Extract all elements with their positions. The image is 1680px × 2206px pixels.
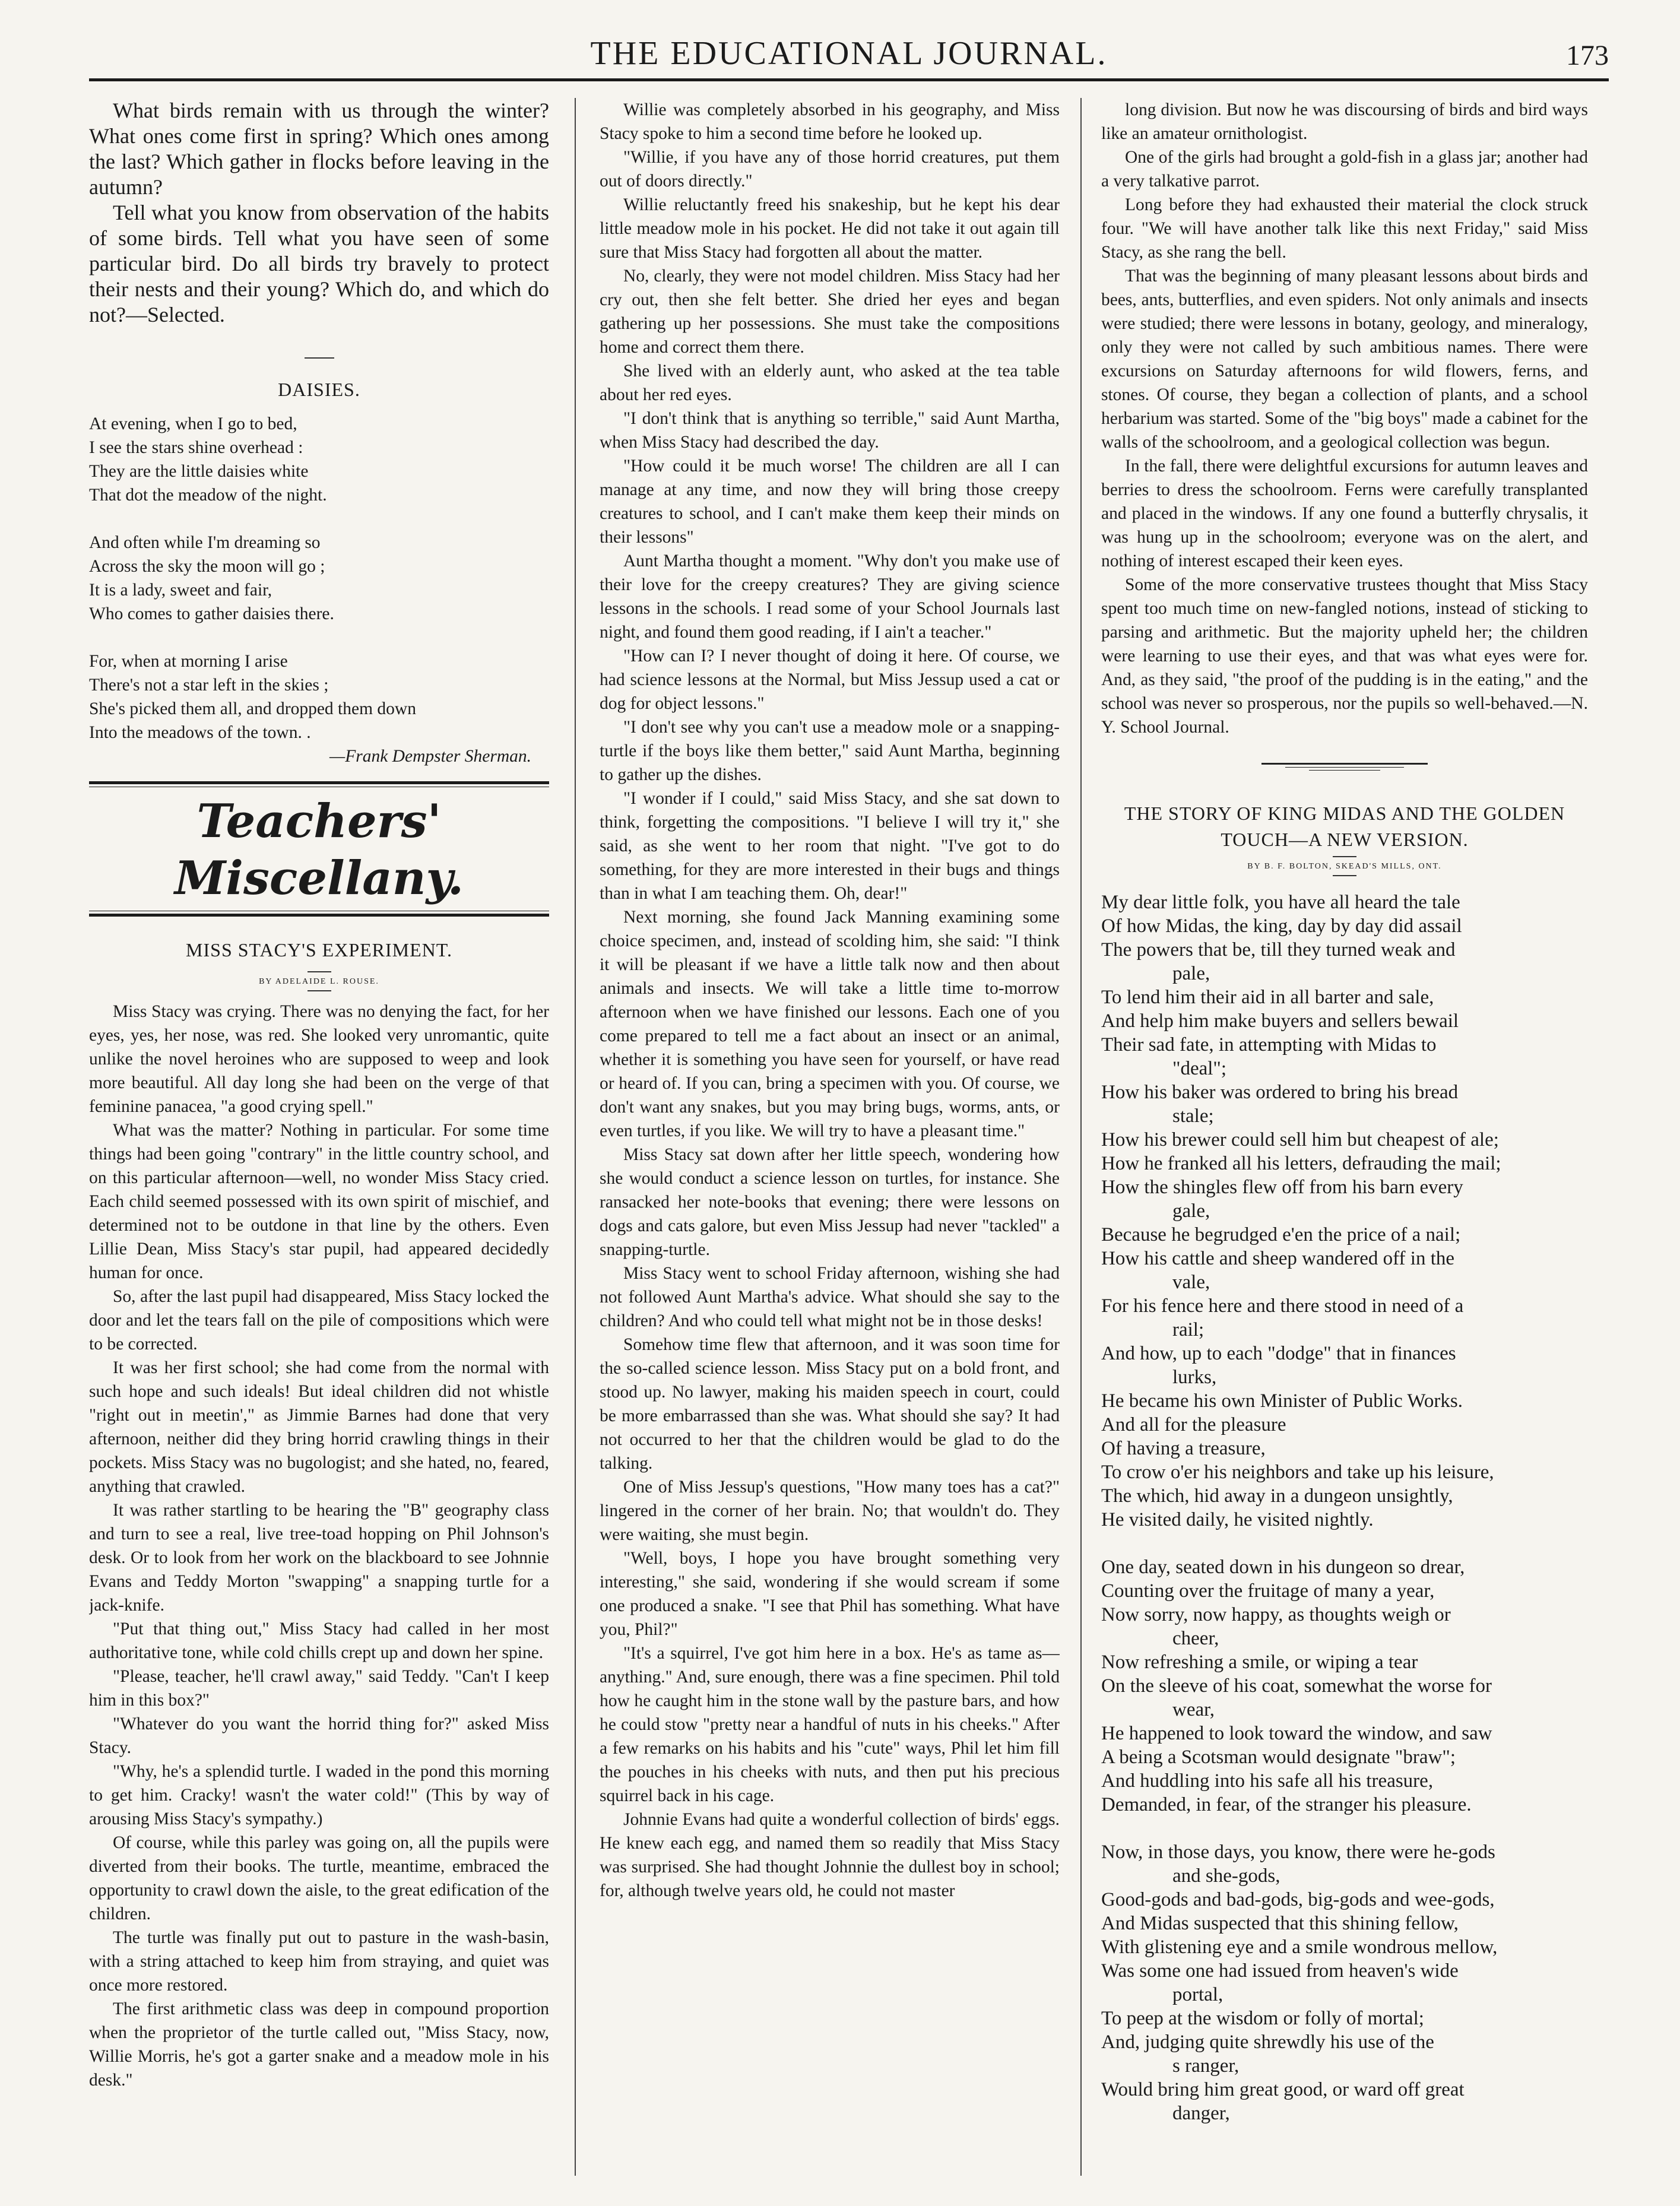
paragraph: The first arithmetic class was deep in compound proportion when the proprietor of the turtle called out, "Miss Stacy, now, Willie Morris, he's got a garter snake and a meadow mole in his desk." [89,1999,549,2090]
poem-line: Who comes to gather daisies there. [89,604,334,623]
paragraph: It was rather startling to be hearing the "B" geography class and turn to see a real, live tree-toad hopping on Phil Johnson's desk. Or to look from her work on the blackboard to see Johnnie Evans and Teddy Morton "swapping" a snapping turtle for a jack-knife. [89,1501,549,1615]
paragraph: What birds remain with us through the winter? What ones come first in spring? Which ones among the last? Which gather in flocks before leaving in the autumn? [89,99,549,199]
paragraph: It was her first school; she had come from the normal with such hope and such ideals! But ideal children did not whistle "right out in meetin'," as Jimmie Barnes had done that very afternoon, neither did they bring horrid crawling things in their pockets. Miss Stacy was no bugologist; and she hated, no, feared, anything that crawled. [89,1358,549,1496]
poem-line: And how, up to each "dodge" that in finances [1101,1343,1456,1364]
poem-line: On the sleeve of his coat, somewhat the worse for [1101,1675,1492,1697]
poem-line: wear, [1172,1699,1215,1720]
poem-line: Of having a treasure, [1101,1438,1266,1459]
divider [1333,875,1356,876]
paragraph: "I don't see why you can't use a meadow mole or a snapping-turtle if the boys like them better," said Aunt Martha, beginning to gather up the dishes. [600,718,1060,784]
poem-line: I see the stars shine overhead : [89,438,303,457]
paragraph: Willie reluctantly freed his snakeship, but he kept his dear little meadow mole in his pocket. He did not take it out again till sure that Miss Stacy had forgotten all about the matter. [600,195,1060,262]
daisies-poem [89,412,549,744]
paragraph: Tell what you know from observation of the habits of some birds. Tell what you have seen of some particular bird. Do all birds try bravely to protect their nests and their young? Which do, and which do not?—Selected. [89,201,549,327]
paragraph: Somehow time flew that afternoon, and it was soon time for the so-called science lesson. Miss Stacy put on a bold front, and stood up. No lawyer, making his maiden speech in court, could be more embarrassed than she was. What should she say? It had not occurred to her that the children would be glad to do the talking. [600,1335,1060,1473]
poem-line: It is a lady, sweet and fair, [89,581,272,600]
column-divider [575,98,576,2176]
poem-line: And often while I'm dreaming so [89,533,321,552]
poem-line: He happened to look toward the window, and saw [1101,1723,1492,1744]
poem-line: For, when at morning I arise [89,652,288,671]
poem-line: How his cattle and sheep wandered off in the [1101,1248,1455,1269]
paragraph: "Why, he's a splendid turtle. I waded in the pond this morning to get him. Cracky! wasn't the water cold!" (This by way of arousing Miss Stacy's sympathy.) [89,1762,549,1828]
poem-line: s ranger, [1172,2055,1240,2077]
paragraph: Some of the more conservative trustees thought that Miss Stacy spent too much time on new-fangled notions, instead of sticking to parsing and arithmetic. But the majority upheld her; the children were learning to use their eyes, and that was what eyes were for. And, as they said, "the proof of the pudding is in the eating," and the school was never so prosperous, nor the pupils so well-behaved.—N. Y. School Journal. [1101,575,1588,737]
poem-line: At evening, when I go to bed, [89,414,297,433]
paragraph: "How can I? I never thought of doing it here. Of course, we had science lessons at the Normal, but Miss Jessup used a cat or dog for object lessons." [600,646,1060,713]
poem-line: pale, [1172,963,1210,984]
divider [308,971,331,972]
midas-poem [1101,890,1588,2125]
page-number: 173 [1566,40,1609,71]
paragraph: long division. But now he was discoursing of birds and bird ways like an amateur ornithologist. [1101,100,1588,143]
paragraph: Of course, while this parley was going on, all the pupils were diverted from their books. The turtle, meantime, embraced the opportunity to crawl down the aisle, to the great edification of the children. [89,1833,549,1923]
column-left [89,98,549,2188]
poem-line: And Midas suspected that this shining fellow, [1101,1913,1459,1934]
poem-line: Demanded, in fear, of the stranger his pleasure. [1101,1794,1472,1815]
section-heading: Teachers' Miscellany. [174,794,464,905]
paragraph: No, clearly, they were not model children. Miss Stacy had her cry out, then she felt better. She dried her eyes and began gathering up her possessions. She must take the compositions home and correct them there. [600,267,1060,357]
story-byline: BY ADELAIDE L. ROUSE. [259,977,379,986]
poem-line: Now refreshing a smile, or wiping a tear [1101,1652,1418,1673]
poem-byline: BY B. F. BOLTON, SKEAD'S MILLS, ONT. [1247,862,1442,871]
poem-line: He became his own Minister of Public Works. [1101,1390,1463,1412]
paragraph: She lived with an elderly aunt, who asked at the tea table about her red eyes. [600,362,1060,404]
paragraph: "Willie, if you have any of those horrid creatures, put them out of doors directly." [600,148,1060,191]
divider [305,357,334,359]
poem-line: They are the little daisies white [89,462,309,481]
poem-line: stale; [1172,1105,1214,1127]
poem-line: The which, hid away in a dungeon unsightly, [1101,1485,1453,1507]
poem-line: Their sad fate, in attempting with Midas to [1101,1034,1437,1056]
paragraph: Next morning, she found Jack Manning examining some choice specimen, and, instead of scolding him, she said: "I think it will be pleasant if we have a little talk now and then about animals and insects. We will take a little time to-morrow afternoon when we have finished our lessons. Each one of you come prepared to tell me a fact about an insect or an animal, whether it is something you have seen for yourself, or have read or heard of. If you can, bring a specimen with you. Of course, we don't want any snakes, but you may bring bugs, worms, ants, or even turtles, if you like. We will try to have a pleasant time." [600,908,1060,1140]
paragraph: Long before they had exhausted their material the clock struck four. "We will have another talk like this next Friday," said Miss Stacy, as she rang the bell. [1101,195,1588,262]
poem-line: Across the sky the moon will go ; [89,557,325,576]
heavy-rule [89,914,549,917]
poem-line: "deal"; [1172,1058,1227,1079]
stanza-gap [1101,1532,1588,1555]
poem-line: Into the meadows of the town. . [89,723,311,742]
poem-line: To lend him their aid in all barter and sale, [1101,987,1434,1008]
paragraph: One of the girls had brought a gold-fish in a glass jar; another had a very talkative parrot. [1101,148,1588,191]
poem-author: —Frank Dempster Sherman. [329,747,531,766]
poem-line: The powers that be, till they turned weak and [1101,939,1456,961]
paragraph: "Please, teacher, he'll crawl away," said Teddy. "Can't I keep him in this box?" [89,1667,549,1710]
poem-line: One day, seated down in his dungeon so drear, [1101,1557,1465,1578]
column-middle [600,98,1060,2188]
poem-line: For his fence here and there stood in need of a [1101,1295,1464,1317]
poem-line: Would bring him great good, or ward off great [1101,2079,1465,2100]
paragraph: "How could it be much worse! The children are all I can manage at any time, and now they will bring those creepy creatures to school, and I can't make them keep their minds on their lessons" [600,457,1060,547]
paragraph: That was the beginning of many pleasant lessons about birds and bees, ants, butterflies, and even spiders. Not only animals and insects were studied; there were lessons in botany, geology, and mineralogy, only they were not called by such ambitious names. There were excursions on Saturday afternoons for wild flowers, ferns, and stones. Of course, they began a collection of plants, and a school herbarium was started. Some of the "big boys" made a cabinet for the walls of the schoolroom, and a geological collection was begun. [1101,267,1588,452]
poem-line: She's picked them all, and dropped them down [89,699,416,718]
story-body [89,1000,549,2092]
poem-line: Of how Midas, the king, day by day did assail [1101,915,1462,937]
poem-line: And help him make buyers and sellers bewail [1101,1010,1459,1032]
poem-line: and she-gods, [1172,1865,1280,1887]
paragraph: Johnnie Evans had quite a wonderful collection of birds' eggs. He knew each egg, and named them so readily that Miss Stacy was surprised. She had thought Johnnie the dullest boy in school; for, although twelve years old, he could not master [600,1810,1060,1900]
poem-line: portal, [1172,1984,1223,2005]
paragraph: Willie was completely absorbed in his geography, and Miss Stacy spoke to him a second time before he looked up. [600,100,1060,143]
poem-line: rail; [1172,1319,1204,1340]
poem-line: Good-gods and bad-gods, big-gods and wee-gods, [1101,1889,1495,1910]
poem-title: THE STORY OF KING MIDAS AND THE GOLDEN TOUCH—A NEW VERSION. [1124,803,1565,850]
poem-line: And huddling into his safe all his treasure, [1101,1770,1434,1792]
paragraph: "Whatever do you want the horrid thing for?" asked Miss Stacy. [89,1714,549,1757]
stanza-gap [89,507,549,531]
poem-line: With glistening eye and a smile wondrous mellow, [1101,1936,1498,1958]
stanza-gap [89,626,549,649]
paragraph: What was the matter? Nothing in particular. For some time things had been going "contrary" in the little country school, and on this particular afternoon—well, no wonder Miss Stacy cried. Each child seemed possessed with its own spirit of mischief, and determined not to be outdone in that line by the others. Even Lillie Dean, Miss Stacy's star pupil, had appeared decidedly human for once. [89,1121,549,1282]
poem-line: gale, [1172,1200,1210,1222]
poem-line: And all for the pleasure [1101,1414,1286,1435]
poem-line: danger, [1172,2103,1230,2124]
poem-line: cheer, [1172,1628,1219,1649]
divider [1333,856,1356,857]
poem-line: Because he begrudged e'en the price of a nail; [1101,1224,1461,1245]
paragraph: Miss Stacy sat down after her little speech, wondering how she would conduct a science lesson on turtles, for instance. She ransacked her note-books that evening; there were lessons on dogs and cats galore, but even Miss Jessup had never "tackled" a snapping-turtle. [600,1145,1060,1259]
page-header [89,30,1609,77]
story-title: MISS STACY'S EXPERIMENT. [186,939,452,961]
poem-line: How the shingles flew off from his barn every [1101,1177,1463,1198]
poem-line: Counting over the fruitage of many a year, [1101,1580,1435,1602]
story-body [600,98,1060,1903]
divider [308,990,331,991]
heavy-rule [89,781,549,784]
poem-line: How he franked all his letters, defrauding the mail; [1101,1153,1501,1174]
paragraph: One of Miss Jessup's questions, "How many toes has a cat?" lingered in the corner of her brain. No; that wouldn't do. They were waiting, she must begin. [600,1478,1060,1544]
poem-line: How his brewer could sell him but cheapest of ale; [1101,1129,1499,1150]
paragraph: "Well, boys, I hope you have brought something very interesting," she said, wondering if she would scream if some one produced a snake. "I see that Phil has something. What have you, Phil?" [600,1549,1060,1639]
poem-title: DAISIES. [278,379,360,400]
poem-line: That dot the meadow of the night. [89,486,327,505]
poem-line: To peep at the wisdom or folly of mortal; [1101,2008,1424,2029]
poem-line: Now sorry, now happy, as thoughts weigh or [1101,1604,1451,1625]
paragraph: "It's a squirrel, I've got him here in a box. He's as tame as—anything." And, sure enough, there was a fine specimen. Phil told how he caught him in the stone wall by the pasture bars, and how he could stow "pretty near a handful of nuts in his cheeks." After a few remarks on his habits and his "cute" ways, Phil let him fill the pouches in his cheeks with nuts, and then put his precious squirrel back in his cage. [600,1644,1060,1805]
stanza-gap [1101,1817,1588,1840]
paragraph: In the fall, there were delightful excursions for autumn leaves and berries to dress the schoolroom. Ferns were carefully transplanted and placed in the windows. If any one found a butterfly chrysalis, it was hung up in the schoolroom; everyone was on the alert, and nothing of interest escaped their keen eyes. [1101,457,1588,570]
poem-line: To crow o'er his neighbors and take up his leisure, [1101,1462,1494,1483]
paragraph: The turtle was finally put out to pasture in the wash-basin, with a string attached to keep him from straying, and quiet was once more restored. [89,1928,549,1995]
column-right [1101,98,1588,2188]
poem-line: vale, [1172,1272,1210,1293]
paragraph: "I wonder if I could," said Miss Stacy, and she sat down to think, forgetting the compositions. "I believe I will try it," she said, as she went to her room that night. "I've got to do something, for they are more interested in their bugs and things than in what I am teaching them. Oh, dear!" [600,789,1060,903]
header-rule [89,78,1609,81]
poem-line: Was some one had issued from heaven's wide [1101,1960,1459,1982]
paragraph: So, after the last pupil had disappeared, Miss Stacy locked the door and let the tears fall on the pile of compositions which were to be corrected. [89,1287,549,1354]
paragraph: "Put that thing out," Miss Stacy had called in her most authoritative tone, while cold chills crept up and down her spine. [89,1619,549,1662]
paragraph: Miss Stacy went to school Friday afternoon, wishing she had not followed Aunt Martha's advice. What should she say to the children? And who could tell what might not be in those desks! [600,1264,1060,1330]
paragraph: "I don't think that is anything so terrible," said Aunt Martha, when Miss Stacy had described the day. [600,409,1060,452]
poem-line: Now, in those days, you know, there were he-gods [1101,1841,1495,1863]
paragraph: Aunt Martha thought a moment. "Why don't you make use of their love for the creepy creatures? They are giving science lessons in the schools. I read some of your School Journals last night, and found them good reading, if I ain't a teacher." [600,552,1060,642]
story-body [1101,98,1588,739]
poem-line: My dear little folk, you have all heard the tale [1101,892,1460,913]
poem-line: How his baker was ordered to bring his bread [1101,1082,1459,1103]
poem-line: A being a Scotsman would designate "braw"; [1101,1747,1456,1768]
journal-title: THE EDUCATIONAL JOURNAL. [590,35,1108,72]
poem-line: There's not a star left in the skies ; [89,676,329,695]
paragraph: Miss Stacy was crying. There was no denying the fact, for her eyes, yes, her nose, was red. She looked very unromantic, quite unlike the novel heroines who are supposed to weep and look more beautiful. All day long she had been on the verge of that feminine panacea, "a good crying spell." [89,1002,549,1116]
poem-line: lurks, [1172,1367,1217,1388]
poem-line: He visited daily, he visited nightly. [1101,1509,1374,1530]
column-divider [1080,98,1082,2176]
ornament-rule [1261,763,1428,771]
poem-line: And, judging quite shrewdly his use of the [1101,2031,1434,2053]
